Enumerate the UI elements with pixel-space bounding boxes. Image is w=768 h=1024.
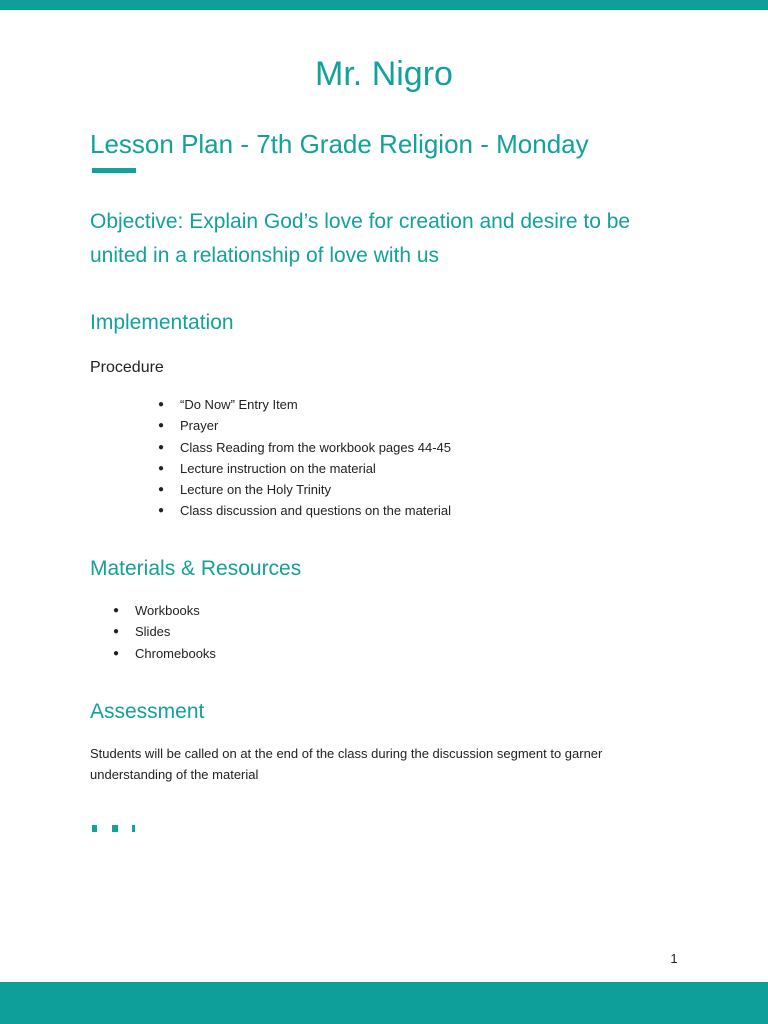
divider-dot (132, 825, 135, 832)
lesson-objective: Objective: Explain God’s love for creation and desire to be united in a relationship of love with us (90, 210, 631, 267)
teacher-name: Mr. Nigro (315, 55, 453, 93)
divider-dot (112, 825, 118, 832)
list-item: ● Class discussion and questions on the material (158, 500, 451, 521)
assessment-heading: Assessment (90, 700, 205, 723)
divider-dot (92, 825, 97, 832)
list-item: ● Lecture instruction on the material (158, 458, 451, 479)
list-item: ● Lecture on the Holy Trinity (158, 479, 451, 500)
list-item: ● “Do Now” Entry Item (158, 394, 451, 415)
page-number: 1 (670, 951, 678, 966)
procedure-list (158, 394, 451, 522)
list-item: ● Chromebooks (113, 643, 216, 664)
list-item: ● Class Reading from the workbook pages 44-45 (158, 437, 451, 458)
procedure-label: Procedure (90, 359, 164, 376)
implementation-heading: Implementation (90, 311, 234, 334)
list-item: ● Prayer (158, 415, 451, 436)
bottom-accent-bar (0, 982, 768, 1024)
list-item: ● Workbooks (113, 600, 216, 621)
title-underline (92, 168, 136, 173)
assessment-text: Students will be called on at the end of the class during the discussion segment to garner understanding of the material (90, 746, 603, 782)
top-accent-bar (0, 0, 768, 10)
materials-list (113, 600, 216, 664)
materials-heading: Materials & Resources (90, 557, 302, 580)
list-item: ● Slides (113, 621, 216, 642)
lesson-title: Lesson Plan - 7th Grade Religion - Monday (90, 129, 589, 159)
